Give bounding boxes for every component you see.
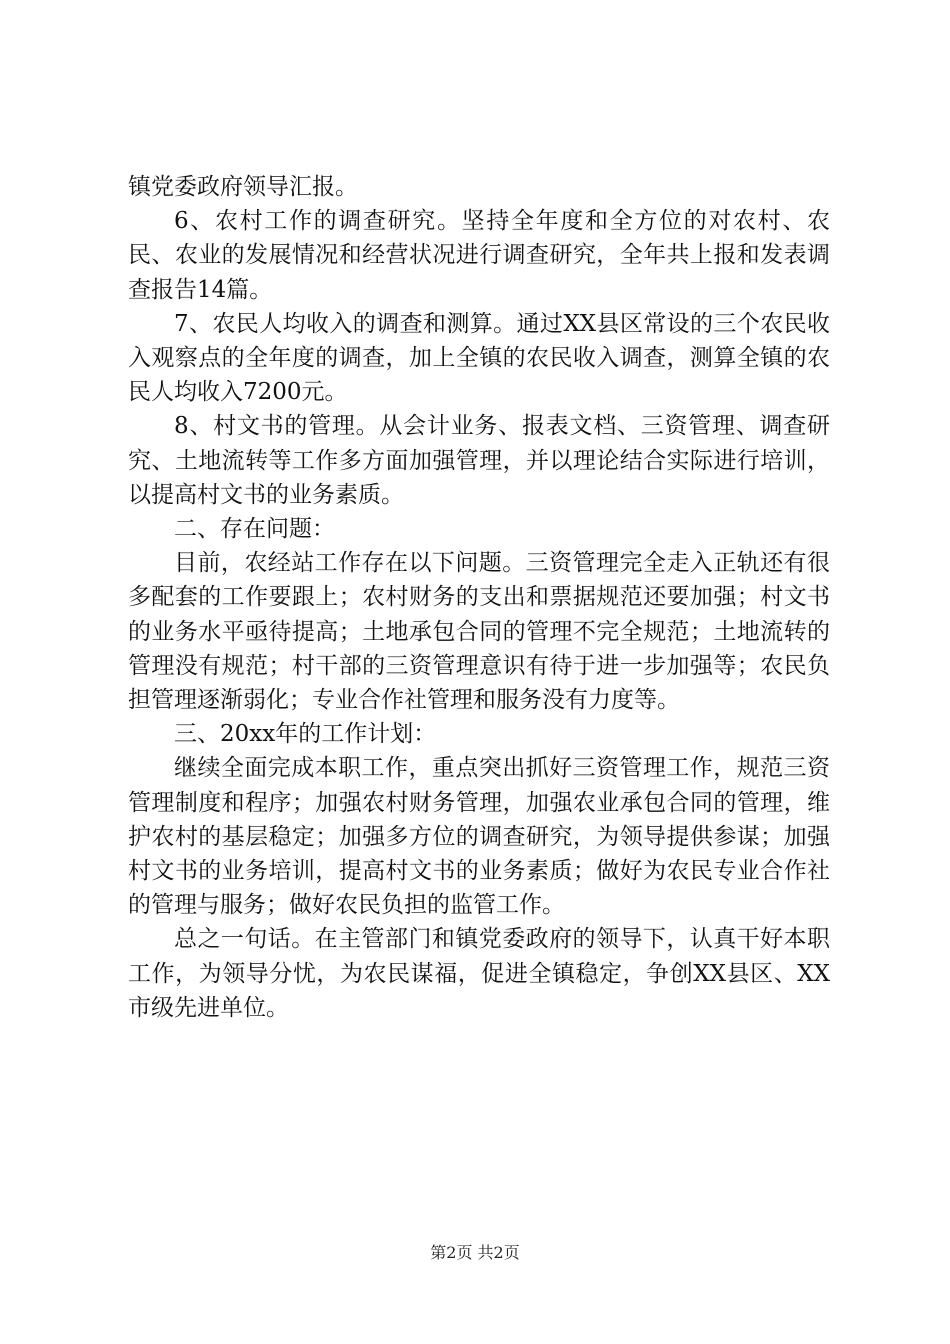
paragraph-item-6: 6、农村工作的调查研究。坚持全年度和全方位的对农村、农民、农业的发展情况和经营状况进行调查研究，全年共上报和发表调查报告14篇。 <box>128 208 830 303</box>
page-number-footer: 第2页 共2页 <box>430 1243 520 1262</box>
paragraph-plan: 继续全面完成本职工作，重点突出抓好三资管理工作，规范三资管理制度和程序；加强农村财务管理，加强农业承包合同的管理，维护农村的基层稳定；加强多方位的调查研究，为领导提供参谋；加强村文书的业务培训，提高村文书的业务素质；做好为农民专业合作社的管理与服务；做好农民负担的监管工作。 <box>128 755 830 919</box>
paragraph-continuation: 镇党委政府领导汇报。 <box>128 174 358 200</box>
paragraph-item-7: 7、农民人均收入的调查和测算。通过XX县区常设的三个农民收入观察点的全年度的调查，加上全镇的农民收入调查，测算全镇的农民人均收入7200元。 <box>128 310 830 406</box>
section-heading-plan: 三、20xx年的工作计划： <box>174 721 437 748</box>
paragraph-item-8: 8、村文书的管理。从会计业务、报表文档、三资管理、调查研究、土地流转等工作多方面加强管理，并以理论结合实际进行培训，以提高村文书的业务素质。 <box>128 413 830 508</box>
paragraph-problems: 目前，农经站工作存在以下问题。三资管理完全走入正轨还有很多配套的工作要跟上；农村财务的支出和票据规范还要加强；村文书的业务水平亟待提高；土地承包合同的管理不完全规范；土地流转的管理没有规范；村干部的三资管理意识有待于进一步加强等；农民负担管理逐渐弱化；专业合作社管理和服务没有力度等。 <box>128 550 830 714</box>
paragraph-summary: 总之一句话。在主管部门和镇党委政府的领导下，认真干好本职工作，为领导分忧，为农民谋福，促进全镇稳定，争创XX县区、XX市级先进单位。 <box>128 926 830 1021</box>
section-heading-problems: 二、存在问题： <box>174 516 335 543</box>
document-body <box>128 170 830 1025</box>
